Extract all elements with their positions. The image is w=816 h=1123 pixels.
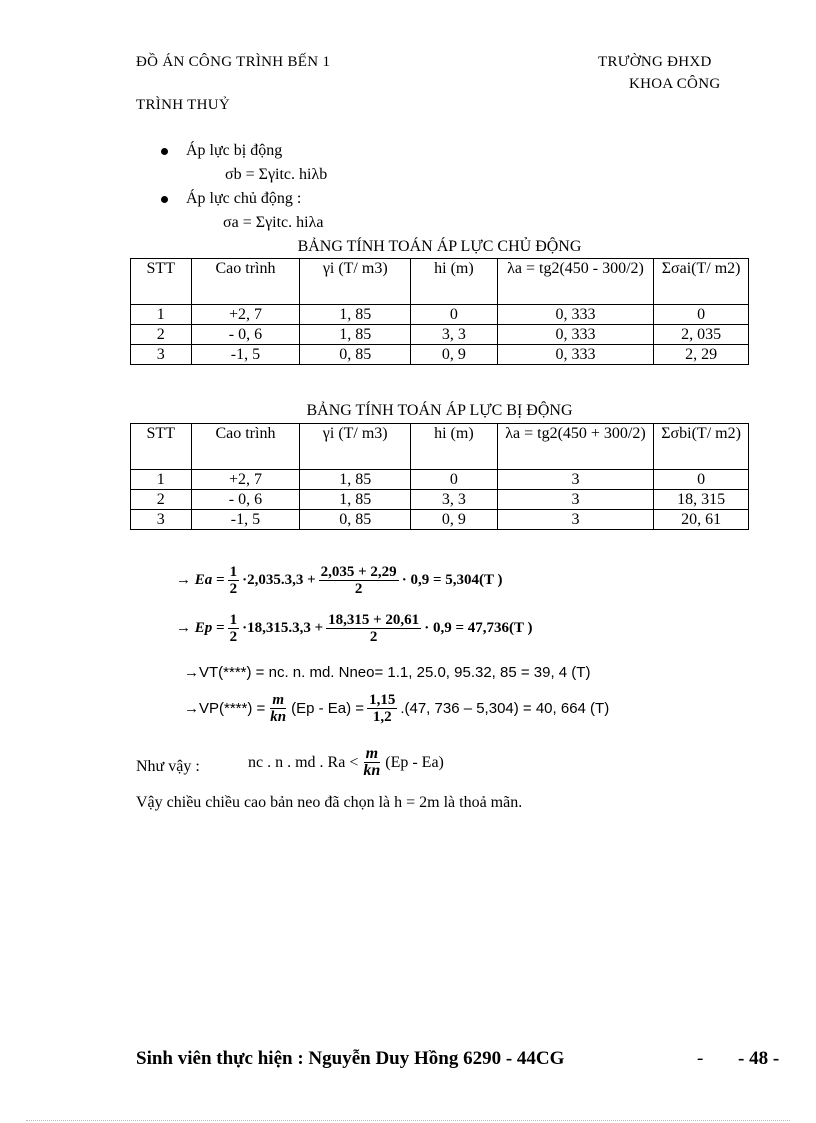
ep-frac-den: 2 (369, 629, 378, 645)
cell: 0 (411, 305, 498, 325)
table-row (131, 325, 749, 345)
ea-tail: · 0,9 = 5,304(T ) (401, 572, 503, 588)
bullet-dot-passive (161, 148, 168, 155)
equation-vt (184, 664, 590, 681)
ea-half-fraction (228, 564, 240, 597)
conclusion-label: Như vậy : (136, 758, 200, 775)
cell: 3 (497, 490, 653, 510)
cell: 1, 85 (300, 325, 411, 345)
passive-th-stt: STT (131, 424, 192, 470)
cell: 0 (411, 470, 498, 490)
cell: 0, 85 (300, 345, 411, 365)
cell: 2 (131, 325, 192, 345)
cell: 0 (654, 305, 749, 325)
cell: 3 (131, 510, 192, 530)
footer-dash: - (697, 1048, 704, 1069)
passive-table (130, 423, 749, 530)
conclusion-inequality (248, 746, 444, 779)
active-formula-text: σa = Σγitc. hiλa (223, 214, 324, 231)
ep-half-fraction (228, 612, 240, 645)
conclusion-fraction (361, 746, 382, 779)
bottom-dotted-rule (26, 1120, 790, 1121)
table-row (131, 510, 749, 530)
ea-sum-fraction (319, 564, 399, 597)
cell: - 0, 6 (191, 490, 300, 510)
cell: 0, 333 (497, 325, 653, 345)
cell: 0, 333 (497, 305, 653, 325)
conclusion-frac-m: m (365, 745, 379, 762)
cell: 1, 85 (300, 305, 411, 325)
table-row (131, 345, 749, 365)
ea-half-den: 2 (229, 581, 238, 597)
active-table-title: BẢNG TÍNH TOÁN ÁP LỰC CHỦ ĐỘNG (297, 238, 582, 255)
ep-prefix: → Ep = (176, 620, 225, 636)
vp-prefix: →VP(****) = (184, 700, 266, 717)
ea-prefix: → Ea = (176, 572, 225, 588)
ea-frac-num: 2,035 + 2,29 (320, 564, 397, 580)
cell: 1 (131, 305, 192, 325)
active-label: Áp lực chủ động : (186, 190, 302, 207)
cell: 3, 3 (411, 490, 498, 510)
passive-table-header-row (131, 424, 749, 470)
passive-formula-text: σb = Σγitc. hiλb (225, 166, 328, 183)
ea-half-num: 1 (229, 564, 238, 580)
cell: 0, 333 (497, 345, 653, 365)
passive-formula (225, 166, 327, 184)
cell: 1, 85 (300, 490, 411, 510)
cell: 3, 3 (411, 325, 498, 345)
table-row (131, 470, 749, 490)
cell: - 0, 6 (191, 325, 300, 345)
cell: 2 (131, 490, 192, 510)
vp-num-fraction (367, 692, 397, 725)
vp-frac-den2: 1,2 (372, 709, 392, 725)
ep-frac-num: 18,315 + 20,61 (328, 612, 420, 628)
active-th-lambda: λa = tg2(450 - 300/2) (497, 259, 653, 305)
vp-tail: .(47, 736 – 5,304) = 40, 664 (T) (400, 700, 610, 717)
active-table (130, 258, 749, 365)
passive-th-elevation: Cao trình (191, 424, 300, 470)
cell: 3 (497, 510, 653, 530)
vp-frac-m: m (272, 692, 285, 708)
ea-term1: ·2,035.3,3 + (242, 572, 316, 588)
passive-th-lambda: λa = tg2(450 + 300/2) (497, 424, 653, 470)
vp-mid: (Ep - Ea) = (291, 700, 365, 717)
header-left-line1: ĐỒ ÁN CÔNG TRÌNH BẾN 1 (136, 54, 331, 70)
active-table-header-row (131, 259, 749, 305)
passive-th-sigma: Σσbi(T/ m2) (654, 424, 749, 470)
ep-half-den: 2 (229, 629, 238, 645)
ep-sum-fraction (326, 612, 421, 645)
equation-ea (176, 564, 502, 597)
cell: -1, 5 (191, 345, 300, 365)
conclusion-final: Vậy chiều chiều cao bản neo đã chọn là h = 2m là thoả mãn. (136, 794, 523, 811)
cell: -1, 5 (191, 510, 300, 530)
passive-label: Áp lực bị động (186, 142, 283, 159)
active-th-elevation: Cao trình (191, 259, 300, 305)
ep-tail: · 0,9 = 47,736(T ) (424, 620, 533, 636)
active-th-h: hi (m) (411, 259, 498, 305)
vp-frac-num2: 1,15 (369, 692, 396, 708)
table-row (131, 305, 749, 325)
active-th-stt: STT (131, 259, 192, 305)
ep-term1: ·18,315.3,3 + (242, 620, 324, 636)
cell: 3 (497, 470, 653, 490)
vt-text: →VT(****) = nc. n. md. Nneo= 1.1, 25.0, 95.32, 85 = 39, 4 (T) (184, 664, 591, 681)
active-th-gamma: γi (T/ m3) (300, 259, 411, 305)
bullet-dot-active (161, 196, 168, 203)
cell: 20, 61 (654, 510, 749, 530)
vp-frac-k: kn (270, 709, 287, 725)
conclusion-frac-k: kn (363, 762, 381, 779)
vp-m-k-fraction (268, 692, 288, 725)
header-right-line2: KHOA CÔNG (629, 76, 721, 92)
cell: 1, 85 (300, 470, 411, 490)
conclusion-rhs: (Ep - Ea) (385, 753, 444, 771)
cell: 0, 9 (411, 510, 498, 530)
table-row (131, 490, 749, 510)
page-number: - 48 - (738, 1048, 780, 1069)
cell: 0, 85 (300, 510, 411, 530)
passive-table-title: BẢNG TÍNH TOÁN ÁP LỰC BỊ ĐỘNG (306, 402, 573, 419)
header-right-line1: TRƯỜNG ĐHXD (598, 54, 712, 70)
cell: 0 (654, 470, 749, 490)
equation-ep (176, 612, 532, 645)
header-left-line2: TRÌNH THUỶ (136, 97, 230, 113)
equation-vp (184, 692, 609, 725)
passive-th-gamma: γi (T/ m3) (300, 424, 411, 470)
passive-th-h: hi (m) (411, 424, 498, 470)
cell: 18, 315 (654, 490, 749, 510)
cell: 3 (131, 345, 192, 365)
active-th-sigma: Σσai(T/ m2) (654, 259, 749, 305)
footer-author: Sinh viên thực hiện : Nguyễn Duy Hồng 6290 - 44CG (136, 1048, 565, 1069)
conclusion-lhs: nc . n . md . Ra < (248, 753, 359, 771)
active-formula (223, 214, 323, 232)
cell: +2, 7 (191, 470, 300, 490)
cell: 2, 035 (654, 325, 749, 345)
cell: 1 (131, 470, 192, 490)
ea-frac-den: 2 (354, 581, 363, 597)
cell: 0, 9 (411, 345, 498, 365)
ep-half-num: 1 (229, 612, 238, 628)
cell: +2, 7 (191, 305, 300, 325)
cell: 2, 29 (654, 345, 749, 365)
